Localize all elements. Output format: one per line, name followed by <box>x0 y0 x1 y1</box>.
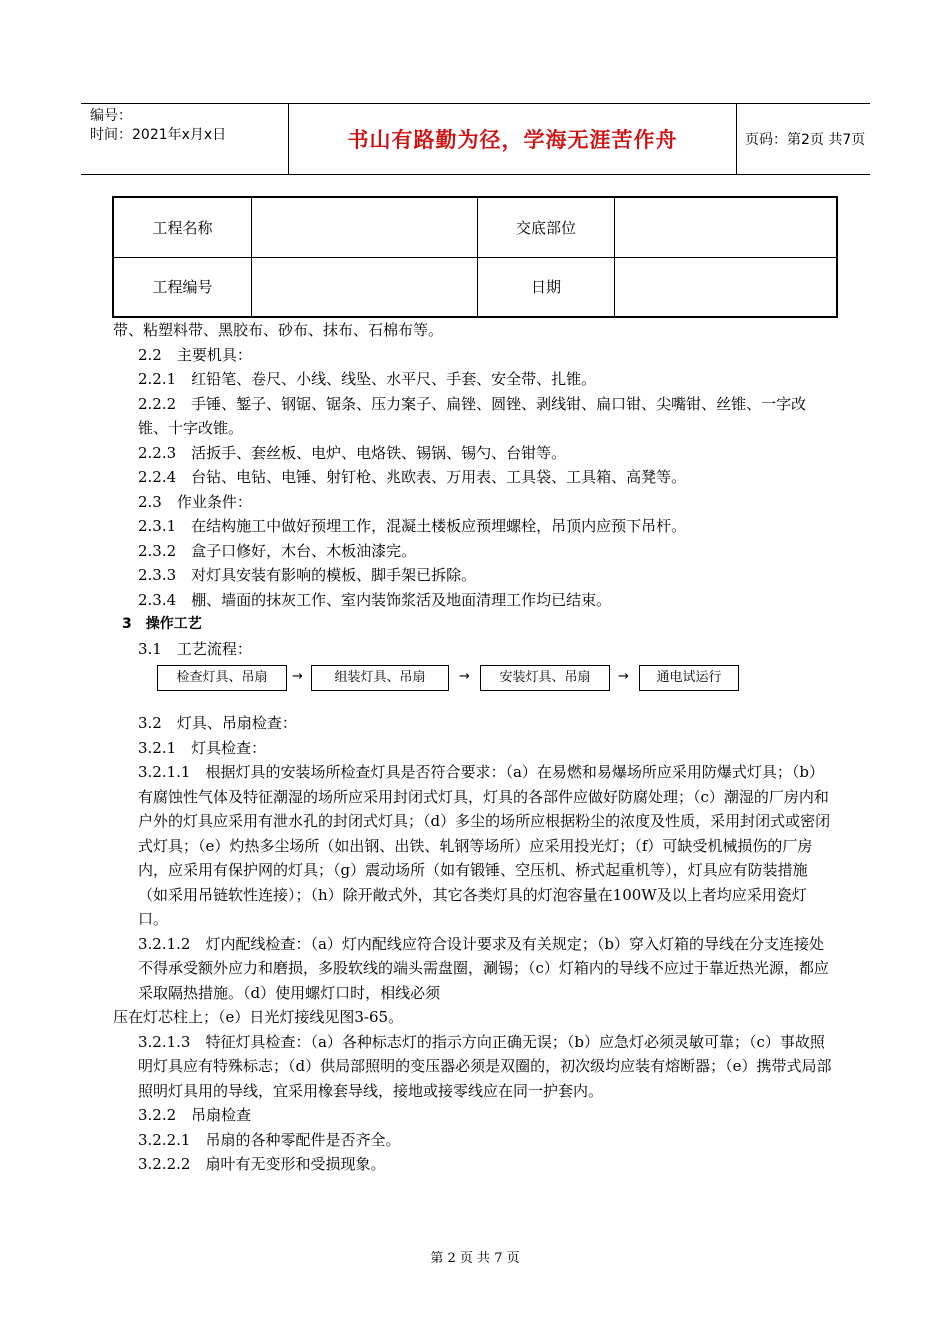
header-motto: 书山有路勤为径，学海无涯苦作舟 <box>288 104 737 174</box>
project-info-table <box>112 196 838 318</box>
paragraph: 带、粘塑料带、黑胶布、砂布、抹布、石棉布等。 <box>113 321 444 339</box>
date-value <box>615 257 838 317</box>
flow-arrow-icon: → <box>459 669 470 684</box>
section-heading: 2.3 作业条件： <box>138 492 252 511</box>
paragraph: 2.3.3 对灯具安装有影响的模板、脚手架已拆除。 <box>138 566 477 584</box>
section-heading: 3.2.1 灯具检查： <box>138 738 267 757</box>
doc-time-label: 时间：2021年x月x日 <box>90 127 227 143</box>
paragraph: 2.3.1 在结构施工中做好预埋工作，混凝土楼板应预埋螺栓，吊顶内应预下吊杆。 <box>138 517 687 535</box>
paragraph: 2.2.3 活扳手、套丝板、电炉、电烙铁、锡锅、锡勺、台钳等。 <box>138 443 567 462</box>
project-name-label: 工程名称 <box>113 197 252 257</box>
paragraph: 3.2.2.2 扇叶有无变形和受损现象。 <box>138 1155 386 1173</box>
flow-step-test: 通电试运行 <box>639 665 739 691</box>
document-body <box>113 318 832 1177</box>
paragraph: 3.2.1.2 灯内配线检查：（a）灯内配线应符合设计要求及有关规定；（b）穿入灯箱的导线在分支连接处不得承受额外应力和磨损，多股软线的端头需盘圈，涮锡；（c）灯箱内的导线不应过于靠近热光源，都应采取隔热措施。（d）使用螺灯口时，相线必须 <box>138 934 829 1002</box>
chapter-heading: 3 操作工艺 <box>122 616 202 632</box>
page-footer: 第 2 页 共 7 页 <box>430 1251 520 1266</box>
paragraph: 2.2.1 红铅笔、卷尺、小线、线坠、水平尺、手套、安全带、扎锥。 <box>138 370 597 388</box>
flow-arrow-icon: → <box>618 669 629 684</box>
header-meta <box>81 104 288 174</box>
flow-step-inspect: 检查灯具、吊扇 <box>157 665 287 691</box>
paragraph: 2.3.2 盒子口修好，木台、木板油漆完。 <box>138 541 417 560</box>
paragraph: 3.2.2.1 吊扇的各种零配件是否齐全。 <box>138 1130 401 1149</box>
header-page-code: 页码：第2页 共7页 <box>745 132 866 148</box>
section-heading: 3.2 灯具、吊扇检查： <box>138 714 297 732</box>
part-value <box>615 197 838 257</box>
part-label: 交底部位 <box>478 197 615 257</box>
paragraph: 2.3.4 棚、墙面的抹灰工作、室内装饰浆活及地面清理工作均已结束。 <box>138 590 612 609</box>
paragraph: 压在灯芯柱上；（e）日光灯接线见图3-65。 <box>113 1008 404 1026</box>
doc-number-label: 编号： <box>90 108 132 124</box>
flow-arrow-icon: → <box>292 669 303 684</box>
section-heading: 3.1 工艺流程： <box>138 639 252 658</box>
section-heading: 3.2.2 吊扇检查 <box>138 1106 252 1124</box>
project-no-value <box>252 257 478 317</box>
process-flow <box>122 661 832 711</box>
paragraph: 2.2.2 手锤、錾子、钢锯、锯条、压力案子、扁锉、圆锉、剥线钳、扁口钳、尖嘴钳、丝锥、一字改锥、十字改锥。 <box>138 394 807 437</box>
project-no-label: 工程编号 <box>113 257 252 317</box>
document-header <box>81 103 870 175</box>
project-name-value <box>252 197 478 257</box>
flow-step-install: 安装灯具、吊扇 <box>480 665 610 691</box>
paragraph: 2.2.4 台钻、电钻、电锤、射钉枪、兆欧表、万用表、工具袋、工具箱、高凳等。 <box>138 468 687 486</box>
flow-step-assemble: 组装灯具、吊扇 <box>311 665 449 691</box>
paragraph: 3.2.1.1 根据灯具的安装场所检查灯具是否符合要求：（a）在易燃和易爆场所应采用防爆式灯具；（b）有腐蚀性气体及特征潮湿的场所应采用封闭式灯具，灯具的各部件应做好防腐处理；（c）潮湿的厂房内和户外的灯具应采用有泄水孔的封闭式灯具；（d）多尘的场所应根据粉尘的浓度及性质，采用封闭式或密闭式灯具；（e）灼热多尘场所（如出钢、出铁、轧钢等场所）应采用投光灯；（f）可缺受机械损伤的厂房内，应采用有保护网的灯具；（g）震动场所（如有锻锤、空压机、桥式起重机等），灯具应有防装措施（如采用吊链软性连接）；（h）除开敞式外，其它各类灯具的灯泡容量在100W及以上者均应采用瓷灯口。 <box>138 763 831 928</box>
section-heading: 2.2 主要机具： <box>138 345 252 364</box>
paragraph: 3.2.1.3 特征灯具检查：（a）各种标志灯的指示方向正确无误；（b）应急灯必须灵敏可靠；（c）事故照明灯具应有特殊标志；（d）供局部照明的变压器必须是双圈的，初次级均应装有熔断器；（e）携带式局部照明灯具用的导线，宜采用橡套导线，接地或接零线应在同一护套内。 <box>138 1032 832 1100</box>
date-label: 日期 <box>478 257 615 317</box>
